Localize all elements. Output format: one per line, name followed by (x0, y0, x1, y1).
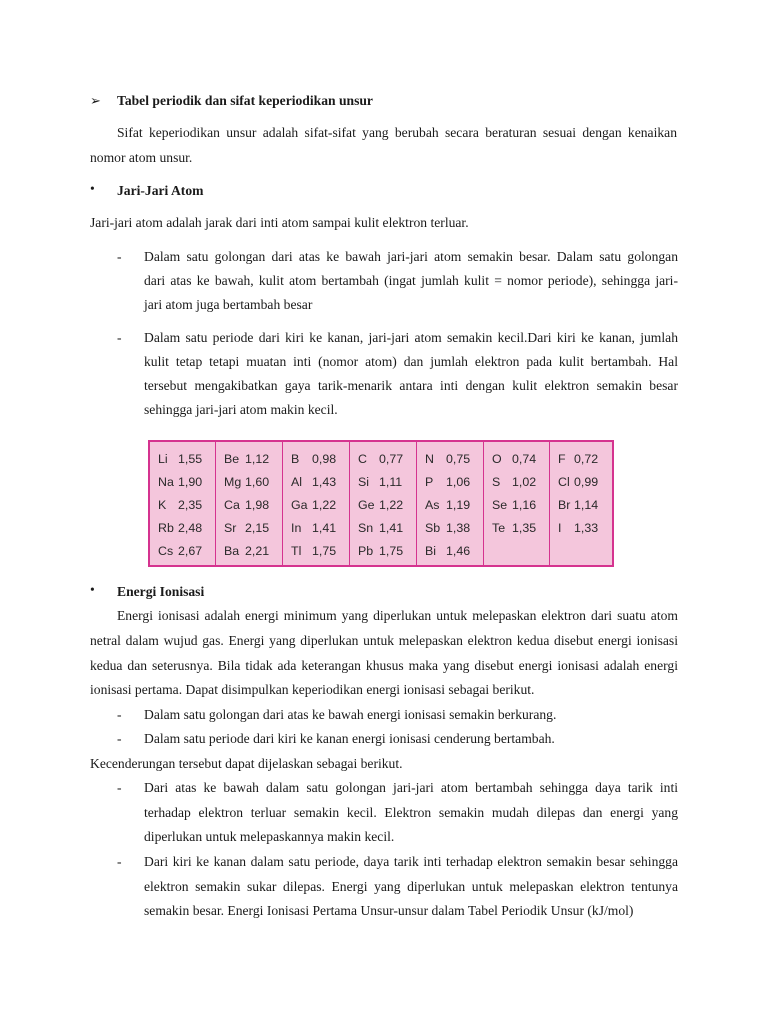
energi-para-line2: netral dalam wujud gas. Energi yang diperlukan untuk melepaskan elektron kedua disebut energi ionisasi (90, 633, 678, 648)
radius-value: 0,72 (574, 452, 599, 466)
element-symbol: Sb (425, 521, 441, 535)
energi-item3-line3: diperlukan untuk melepaskannya makin kecil. (144, 829, 395, 844)
radius-value: 2,35 (178, 498, 203, 512)
radius-value: 1,33 (574, 521, 599, 535)
radius-value: 1,06 (446, 475, 471, 489)
radius-value: 1,19 (446, 498, 471, 512)
table-group-column (150, 442, 216, 565)
radius-value: 1,60 (245, 475, 270, 489)
arrow-bullet-icon: ➢ (90, 93, 101, 108)
element-symbol: Ge (358, 498, 375, 512)
element-symbol: Cs (158, 544, 174, 558)
radius-value: 2,48 (178, 521, 203, 535)
radius-value: 0,75 (446, 452, 471, 466)
radius-value: 1,16 (512, 498, 537, 512)
element-symbol: C (358, 452, 367, 466)
energi-item3-line2: terhadap elektron terluar semakin kecil. Elektron semakin mudah dilepas dan energi yang (144, 805, 678, 820)
energi-para-line4: ionisasi pertama. Dapat disimpulkan keperiodikan energi ionisasi sebagai berikut. (90, 682, 535, 697)
dash-marker: - (117, 707, 122, 722)
jari-jari-item1-line2: dari atas ke bawah, kulit atom bertambah (ingat jumlah kulit = nomor periode), sehingga jari- (144, 273, 678, 288)
radius-value: 1,22 (379, 498, 404, 512)
radius-value: 2,21 (245, 544, 270, 558)
radius-value: 1,12 (245, 452, 270, 466)
element-symbol: Be (224, 452, 240, 466)
dash-marker: - (117, 330, 122, 345)
jari-jari-item2-line3: tersebut mengakibatkan gaya tarik-menarik antara inti dengan kulit elektron semakin besar (144, 378, 678, 393)
element-symbol: Al (291, 475, 303, 489)
radius-value: 1,75 (379, 544, 404, 558)
energi-item1: Dalam satu golongan dari atas ke bawah energi ionisasi semakin berkurang. (144, 707, 557, 722)
radius-value: 1,43 (312, 475, 337, 489)
jari-jari-item1-line1: Dalam satu golongan dari atas ke bawah jari-jari atom semakin besar. Dalam satu golongan (144, 249, 678, 264)
element-symbol: Ba (224, 544, 240, 558)
jari-jari-item1-line3: jari atom juga bertambah besar (144, 297, 313, 312)
radius-value: 0,77 (379, 452, 404, 466)
jari-jari-item2-line1: Dalam satu periode dari kiri ke kanan, jari-jari atom semakin kecil.Dari kiri ke kanan, jumlah (144, 330, 678, 345)
radius-value: 1,75 (312, 544, 337, 558)
element-symbol: B (291, 452, 300, 466)
element-symbol: As (425, 498, 440, 512)
radius-value: 1,35 (512, 521, 537, 535)
radius-value: 1,55 (178, 452, 203, 466)
dash-marker: - (117, 731, 122, 746)
jari-jari-definition: Jari-jari atom adalah jarak dari inti atom sampai kulit elektron terluar. (90, 215, 469, 230)
element-symbol: Si (358, 475, 370, 489)
radius-value: 1,90 (178, 475, 203, 489)
element-symbol: In (291, 521, 302, 535)
element-symbol: Pb (358, 544, 374, 558)
dash-marker: - (117, 854, 122, 869)
radius-value: 1,38 (446, 521, 471, 535)
energi-item4-line2: elektron semakin sukar dilepas. Energi yang diperlukan untuk melepaskan elektron tentunya (144, 879, 678, 894)
element-symbol: Br (558, 498, 571, 512)
dash-marker: - (117, 249, 122, 264)
jari-jari-item2-line4: sehingga jari-jari atom makin kecil. (144, 402, 338, 417)
element-symbol: Na (158, 475, 174, 489)
energi-item2: Dalam satu periode dari kiri ke kanan energi ionisasi cenderung bertambah. (144, 731, 555, 746)
table-group-column (216, 442, 283, 565)
radius-value: 1,98 (245, 498, 270, 512)
table-group-column (550, 442, 612, 565)
element-symbol: K (158, 498, 167, 512)
table-group-column (350, 442, 417, 565)
energi-para-line1: Energi ionisasi adalah energi minimum yang diperlukan untuk melepaskan elektron dari suatu atom (117, 608, 678, 623)
energi-para-line3: kedua dan seterusnya. Bila tidak ada keterangan khusus maka yang disebut energi ionisasi adalah energi (90, 658, 678, 673)
element-symbol: Rb (158, 521, 174, 535)
table-group-column (417, 442, 484, 565)
element-symbol: Ga (291, 498, 308, 512)
element-symbol: N (425, 452, 434, 466)
section-heading: Tabel periodik dan sifat keperiodikan unsur (117, 93, 373, 108)
radius-value: 2,67 (178, 544, 203, 558)
energi-item4-line1: Dari kiri ke kanan dalam satu periode, daya tarik inti terhadap elektron semakin besar sehingga (144, 854, 678, 869)
intro-line-2: nomor atom unsur. (90, 150, 193, 165)
element-symbol: Sn (358, 521, 374, 535)
radius-value: 0,99 (574, 475, 599, 489)
dash-marker: - (117, 780, 122, 795)
radius-value: 1,02 (512, 475, 537, 489)
element-symbol: Bi (425, 544, 437, 558)
element-symbol: Sr (224, 521, 237, 535)
jari-jari-item2-line2: kulit tetap tetapi muatan inti (nomor atom) dan jumlah elektron pada kulit bertambah. Hal (144, 354, 678, 369)
element-symbol: Ca (224, 498, 240, 512)
radius-value: 1,11 (379, 475, 403, 489)
energi-item4-line3: semakin besar. Energi Ionisasi Pertama Unsur-unsur dalam Tabel Periodik Unsur (kJ/mol) (144, 903, 634, 918)
element-symbol: Li (158, 452, 168, 466)
energi-heading: Energi Ionisasi (117, 584, 205, 599)
table-group-column (484, 442, 550, 565)
radius-value: 1,14 (574, 498, 599, 512)
bullet-icon: • (90, 181, 95, 196)
radius-value: 2,15 (245, 521, 270, 535)
table-group-column (283, 442, 350, 565)
element-symbol: I (558, 521, 562, 535)
radius-value: 1,22 (312, 498, 337, 512)
element-symbol: Tl (291, 544, 302, 558)
element-symbol: F (558, 452, 566, 466)
intro-line-1: Sifat keperiodikan unsur adalah sifat-sifat yang berubah secara beraturan sesuai dengan kenaikan (117, 125, 677, 140)
energi-trend-intro: Kecenderungan tersebut dapat dijelaskan sebagai berikut. (90, 756, 403, 771)
element-symbol: Se (492, 498, 508, 512)
radius-value: 1,41 (312, 521, 337, 535)
radius-value: 1,46 (446, 544, 471, 558)
atomic-radius-table (148, 440, 614, 567)
bullet-icon: • (90, 582, 95, 597)
jari-jari-heading: Jari-Jari Atom (117, 183, 204, 198)
element-symbol: S (492, 475, 501, 489)
radius-value: 1,41 (379, 521, 404, 535)
element-symbol: Cl (558, 475, 570, 489)
element-symbol: Mg (224, 475, 242, 489)
energi-item3-line1: Dari atas ke bawah dalam satu golongan jari-jari atom bertambah sehingga daya tarik inti (144, 780, 678, 795)
element-symbol: Te (492, 521, 506, 535)
radius-value: 0,98 (312, 452, 337, 466)
element-symbol: P (425, 475, 434, 489)
element-symbol: O (492, 452, 502, 466)
radius-value: 0,74 (512, 452, 537, 466)
